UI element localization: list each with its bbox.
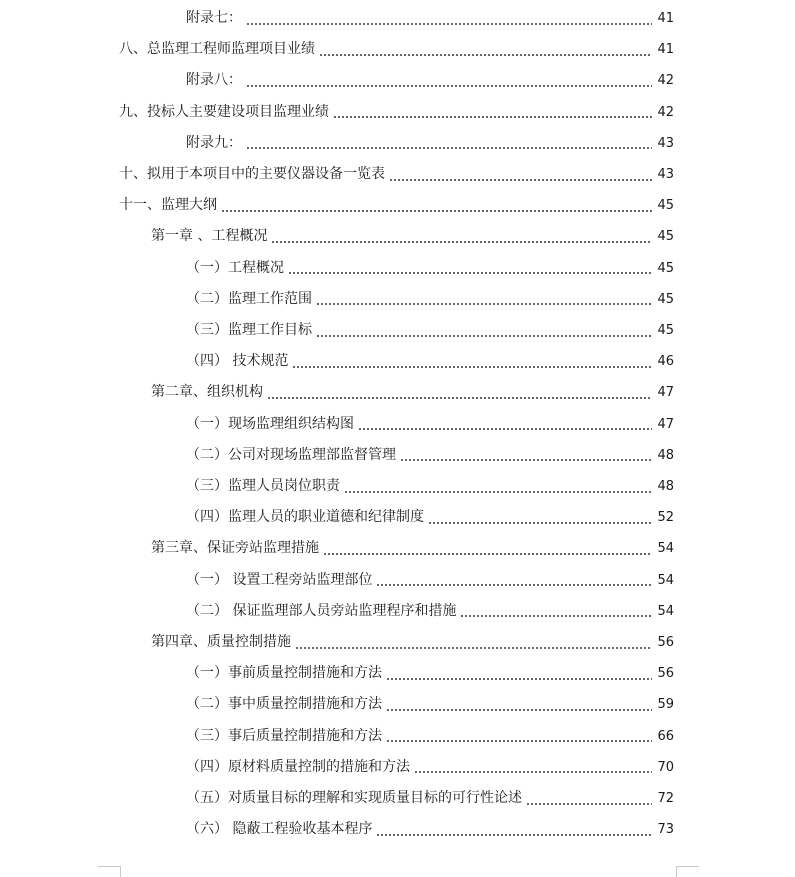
toc-entry[interactable] xyxy=(0,502,674,533)
toc-entry-title: 第二章、组织机构 xyxy=(151,384,263,401)
toc-leader-dots xyxy=(344,491,652,493)
toc-leader-dots xyxy=(526,803,652,805)
toc-entry-title: （一）事前质量控制措施和方法 xyxy=(186,665,382,682)
toc-leader-dots xyxy=(386,740,652,742)
toc-entry[interactable] xyxy=(0,3,674,34)
toc-entry[interactable] xyxy=(0,221,674,252)
toc-entry[interactable] xyxy=(0,409,674,440)
toc-entry-page-number: 54 xyxy=(657,541,674,557)
toc-leader-dots xyxy=(386,678,652,680)
toc-entry-title: （二）事中质量控制措施和方法 xyxy=(186,696,382,713)
toc-entry-title: 附录九： xyxy=(186,134,242,151)
toc-leader-dots xyxy=(414,771,652,773)
toc-entry-page-number: 45 xyxy=(657,198,674,214)
toc-entry[interactable] xyxy=(0,315,674,346)
toc-entry-page-number: 48 xyxy=(657,447,674,463)
toc-entry[interactable] xyxy=(0,440,674,471)
toc-leader-dots xyxy=(358,428,652,430)
toc-entry[interactable] xyxy=(0,471,674,502)
toc-entry[interactable] xyxy=(0,284,674,315)
toc-entry-page-number: 70 xyxy=(657,759,674,775)
toc-leader-dots xyxy=(323,553,652,555)
toc-entry[interactable] xyxy=(0,97,674,128)
toc-entry-title: 第三章、保证旁站监理措施 xyxy=(151,540,319,557)
toc-entry-page-number: 59 xyxy=(657,697,674,713)
toc-leader-dots xyxy=(246,85,652,87)
toc-entry[interactable] xyxy=(0,533,674,564)
toc-entry[interactable] xyxy=(0,814,674,845)
toc-entry[interactable] xyxy=(0,721,674,752)
toc-entry-title: （二）公司对现场监理部监督管理 xyxy=(186,446,396,463)
toc-entry[interactable] xyxy=(0,752,674,783)
toc-entry-page-number: 42 xyxy=(657,104,674,120)
toc-entry-page-number: 73 xyxy=(657,822,674,838)
toc-entry[interactable] xyxy=(0,159,674,190)
toc-entry-title: 第四章、质量控制措施 xyxy=(151,634,291,650)
toc-leader-dots xyxy=(389,179,652,181)
toc-entry-page-number: 48 xyxy=(657,479,674,494)
toc-entry-title: （二）监理工作范围 xyxy=(186,290,312,307)
page-corner-mark-left xyxy=(98,866,121,877)
toc-entry-title: （一）现场监理组织结构图 xyxy=(186,415,354,432)
toc-leader-dots xyxy=(316,303,652,305)
toc-entry-title: （四）监理人员的职业道德和纪律制度 xyxy=(186,509,424,526)
toc-leader-dots xyxy=(319,54,652,56)
toc-entry-title: （三）监理工作目标 xyxy=(186,322,312,338)
toc-entry-title: （四） 技术规范 xyxy=(186,353,289,370)
toc-entry-title: （一） 设置工程旁站监理部位 xyxy=(186,571,373,588)
toc-entry-title: 十一、监理大纲 xyxy=(119,197,217,214)
toc-entry-page-number: 43 xyxy=(657,135,674,151)
toc-entry[interactable] xyxy=(0,783,674,814)
toc-leader-dots xyxy=(376,834,652,836)
toc-entry-title: 附录八： xyxy=(186,72,242,89)
toc-leader-dots xyxy=(428,522,652,524)
toc-entry-page-number: 54 xyxy=(657,603,674,619)
toc-entry-page-number: 52 xyxy=(657,510,674,526)
toc-entry-page-number: 45 xyxy=(657,229,674,245)
toc-leader-dots xyxy=(271,241,652,243)
toc-entry[interactable] xyxy=(0,596,674,627)
toc-leader-dots xyxy=(316,335,652,337)
toc-entry[interactable] xyxy=(0,565,674,596)
toc-entry-page-number: 66 xyxy=(657,728,674,744)
toc-leader-dots xyxy=(246,147,652,149)
toc-entry[interactable] xyxy=(0,128,674,159)
toc-leader-dots xyxy=(295,647,652,649)
toc-entry-title: （六） 隐蔽工程验收基本程序 xyxy=(186,821,373,838)
toc-leader-dots xyxy=(292,366,652,368)
toc-entry-title: 十、拟用于本项目中的主要仪器设备一览表 xyxy=(119,166,385,182)
toc-entry-title: （一）工程概况 xyxy=(186,259,284,276)
toc-leader-dots xyxy=(400,459,652,461)
toc-entry-page-number: 45 xyxy=(657,323,674,338)
toc-entry-title: （五）对质量目标的理解和实现质量目标的可行性论述 xyxy=(186,790,522,806)
toc-entry-page-number: 72 xyxy=(657,791,674,806)
toc-entry[interactable] xyxy=(0,190,674,221)
toc-leader-dots xyxy=(386,709,652,711)
toc-entry[interactable] xyxy=(0,65,674,96)
toc-leader-dots xyxy=(376,584,652,586)
toc-entry-page-number: 45 xyxy=(657,260,674,276)
toc-entry[interactable] xyxy=(0,34,674,65)
toc-entry-page-number: 47 xyxy=(657,416,674,432)
toc-entry-page-number: 42 xyxy=(657,73,674,89)
page-corner-mark-right xyxy=(676,866,699,877)
toc-entry-title: （三）监理人员岗位职责 xyxy=(186,478,340,494)
toc-entry[interactable] xyxy=(0,658,674,689)
toc-leader-dots xyxy=(221,210,652,212)
toc-entry-title: 附录七： xyxy=(186,10,242,26)
toc-entry[interactable] xyxy=(0,689,674,720)
toc-leader-dots xyxy=(267,397,652,399)
toc-leader-dots xyxy=(333,116,652,118)
toc-entry-page-number: 45 xyxy=(657,291,674,307)
toc-entry-title: 第一章 、工程概况 xyxy=(151,228,268,245)
toc-entry[interactable] xyxy=(0,346,674,377)
toc-entry[interactable] xyxy=(0,377,674,408)
toc-entry-page-number: 41 xyxy=(657,11,674,26)
toc-entry[interactable] xyxy=(0,253,674,284)
toc-entry-page-number: 56 xyxy=(657,666,674,682)
toc-leader-dots xyxy=(460,615,652,617)
toc-entry-page-number: 41 xyxy=(657,42,674,58)
toc-entry[interactable] xyxy=(0,627,674,658)
toc-entry-title: 九、投标人主要建设项目监理业绩 xyxy=(119,103,329,120)
toc-entry-page-number: 54 xyxy=(657,572,674,588)
toc-entry-title: （三）事后质量控制措施和方法 xyxy=(186,727,382,744)
toc-leader-dots xyxy=(246,23,652,25)
toc-leader-dots xyxy=(288,272,652,274)
toc-entry-page-number: 46 xyxy=(657,354,674,370)
toc-entry-title: 八、总监理工程师监理项目业绩 xyxy=(119,41,315,58)
toc-entry-page-number: 47 xyxy=(657,385,674,401)
toc-entry-page-number: 56 xyxy=(657,635,674,650)
toc-entry-title: （二） 保证监理部人员旁站监理程序和措施 xyxy=(186,602,457,619)
toc-entry-page-number: 43 xyxy=(657,167,674,182)
toc-entry-title: （四）原材料质量控制的措施和方法 xyxy=(186,758,410,775)
